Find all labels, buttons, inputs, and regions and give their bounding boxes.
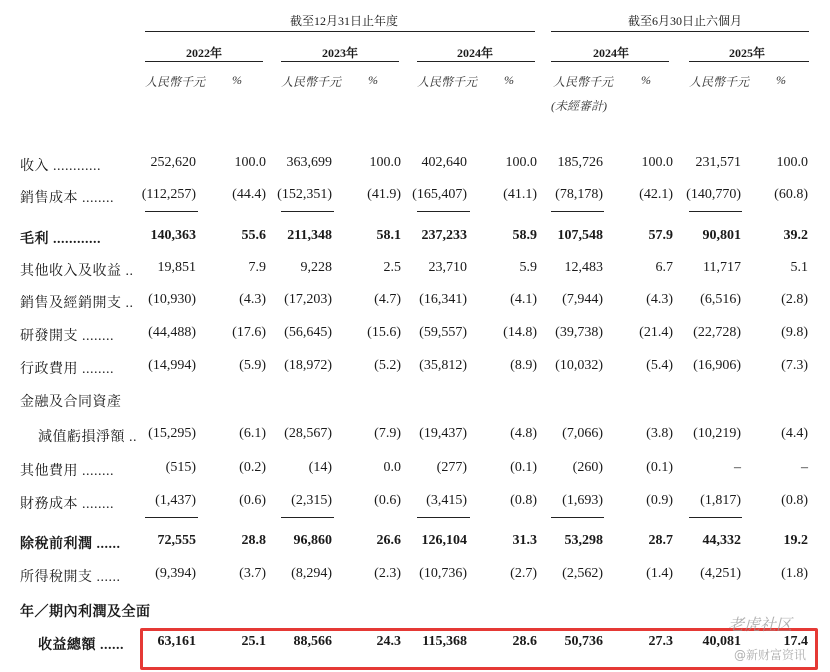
cell-percent: (5.2) — [374, 358, 401, 373]
cell-percent: (2.3) — [374, 566, 401, 581]
row-label-leader-dots: ........ — [82, 464, 114, 479]
cell-percent: 27.3 — [648, 634, 673, 649]
cell-percent: 55.6 — [241, 228, 266, 243]
cell-percent: (0.1) — [646, 460, 673, 475]
subtotal-rule — [145, 517, 198, 518]
unit-pct-4: % — [641, 73, 651, 87]
cell-percent: 100.0 — [505, 155, 537, 170]
cell-amount: 63,161 — [157, 634, 196, 649]
cell-amount: 185,726 — [557, 155, 603, 170]
cell-amount: (35,812) — [419, 358, 467, 373]
cell-percent: (2.7) — [510, 566, 537, 581]
cell-percent: (14.8) — [503, 325, 537, 340]
cell-percent: 0.0 — [383, 460, 401, 475]
cell-amount: (15,295) — [148, 426, 196, 441]
year-divider-2 — [281, 61, 399, 62]
row-label-text: 財務成本 — [20, 497, 78, 512]
unit-pct-2: % — [368, 73, 378, 87]
header-group-six-months: 截至6月30日止六個月 — [628, 14, 743, 28]
unit-rmb-4: 人民幣千元 — [553, 75, 614, 89]
cell-amount: (3,415) — [426, 493, 467, 508]
cell-amount: 50,736 — [564, 634, 603, 649]
cell-percent: (7.3) — [781, 358, 808, 373]
row-label — [20, 533, 121, 553]
cell-percent: 28.6 — [512, 634, 537, 649]
cell-amount: 44,332 — [702, 533, 741, 548]
subtotal-rule — [417, 211, 470, 212]
cell-percent: (4.8) — [510, 426, 537, 441]
cell-amount: (14) — [308, 460, 332, 475]
row-label-leader-dots: ........ — [82, 191, 114, 206]
cell-percent: 39.2 — [783, 228, 808, 243]
cell-percent: (15.6) — [367, 325, 401, 340]
cell-amount: (17,203) — [284, 292, 332, 307]
subtotal-rule — [145, 211, 198, 212]
cell-percent: 100.0 — [776, 155, 808, 170]
cell-percent: 25.1 — [241, 634, 266, 649]
cell-amount: (152,351) — [277, 187, 332, 202]
row-label-leader-dots: ...... — [100, 638, 124, 653]
cell-amount: 107,548 — [557, 228, 603, 243]
cell-amount: (7,944) — [562, 292, 603, 307]
cell-amount: (2,562) — [562, 566, 603, 581]
cell-percent: (0.6) — [239, 493, 266, 508]
cell-percent: (4.3) — [646, 292, 673, 307]
cell-amount: – — [734, 460, 741, 475]
row-label-text: 銷售成本 — [20, 191, 78, 206]
cell-percent: (0.2) — [239, 460, 266, 475]
cell-amount: 88,566 — [293, 634, 332, 649]
row-label-leader-dots: ............ — [53, 232, 101, 247]
watermark-logo-text: 老虎社区 — [728, 615, 793, 634]
cell-percent: 57.9 — [648, 228, 673, 243]
cell-percent: 19.2 — [783, 533, 808, 548]
unit-rmb-2: 人民幣千元 — [281, 75, 342, 89]
subtotal-rule — [551, 517, 604, 518]
cell-amount: 402,640 — [421, 155, 467, 170]
cell-amount: (10,219) — [693, 426, 741, 441]
unit-rmb-1: 人民幣千元 — [145, 75, 206, 89]
cell-amount: (59,557) — [419, 325, 467, 340]
cell-amount: (44,488) — [148, 325, 196, 340]
cell-percent: (41.1) — [503, 187, 537, 202]
cell-percent: 100.0 — [369, 155, 401, 170]
cell-amount: 23,710 — [428, 260, 467, 275]
cell-amount: (2,315) — [291, 493, 332, 508]
row-label — [20, 358, 114, 378]
row-label-leader-dots: ........ — [82, 329, 114, 344]
cell-percent: 28.8 — [241, 533, 266, 548]
row-label-text: 金融及合同資產 — [20, 395, 122, 410]
cell-amount: (28,567) — [284, 426, 332, 441]
subtotal-rule — [689, 211, 742, 212]
cell-percent: 5.1 — [790, 260, 808, 275]
cell-percent: (0.8) — [781, 493, 808, 508]
cell-amount: 72,555 — [157, 533, 196, 548]
cell-percent: 6.7 — [655, 260, 673, 275]
year-divider-3 — [417, 61, 535, 62]
cell-amount: (6,516) — [700, 292, 741, 307]
cell-amount: (1,693) — [562, 493, 603, 508]
cell-percent: 100.0 — [641, 155, 673, 170]
row-label-leader-dots: ........ — [82, 362, 114, 377]
row-label-leader-dots: ...... — [96, 537, 121, 552]
cell-amount: 19,851 — [157, 260, 196, 275]
row-label-leader-dots: ............ — [53, 159, 101, 174]
row-label-leader-dots: ...... — [96, 570, 121, 585]
subtotal-rule — [689, 517, 742, 518]
cell-amount: (56,645) — [284, 325, 332, 340]
row-label-text: 行政費用 — [20, 362, 78, 377]
cell-amount: (1,817) — [700, 493, 741, 508]
cell-percent: (1.4) — [646, 566, 673, 581]
row-label — [20, 493, 114, 513]
cell-percent: (9.8) — [781, 325, 808, 340]
row-label-leader-dots: .. — [129, 430, 137, 445]
cell-amount: (515) — [165, 460, 196, 475]
header-group-fiscal-year: 截至12月31日止年度 — [290, 14, 399, 28]
cell-percent: (17.6) — [232, 325, 266, 340]
unit-pct-3: % — [504, 73, 514, 87]
cell-amount: (16,341) — [419, 292, 467, 307]
cell-percent: 2.5 — [383, 260, 401, 275]
cell-percent: (60.8) — [774, 187, 808, 202]
cell-amount: (9,394) — [155, 566, 196, 581]
cell-amount: 11,717 — [703, 260, 741, 275]
subtotal-rule — [281, 211, 334, 212]
row-label — [20, 155, 101, 175]
year-header-2024: 2024年 — [457, 46, 494, 60]
cell-amount: (16,906) — [693, 358, 741, 373]
cell-amount: 90,801 — [702, 228, 741, 243]
row-label — [20, 460, 114, 480]
cell-percent: (41.9) — [367, 187, 401, 202]
cell-percent: 24.3 — [376, 634, 401, 649]
row-label — [20, 260, 134, 280]
cell-percent: (44.4) — [232, 187, 266, 202]
row-label — [20, 187, 114, 207]
cell-amount: (165,407) — [412, 187, 467, 202]
year-header-2022: 2022年 — [186, 46, 223, 60]
cell-percent: 58.9 — [512, 228, 537, 243]
cell-percent: (8.9) — [510, 358, 537, 373]
unit-pct-5: % — [776, 73, 786, 87]
cell-percent: (1.8) — [781, 566, 808, 581]
cell-percent: (4.7) — [374, 292, 401, 307]
cell-amount: (22,728) — [693, 325, 741, 340]
cell-amount: 53,298 — [564, 533, 603, 548]
cell-amount: 252,620 — [150, 155, 196, 170]
cell-amount: (19,437) — [419, 426, 467, 441]
cell-amount: 140,363 — [150, 228, 196, 243]
cell-amount: 96,860 — [293, 533, 332, 548]
cell-amount: 126,104 — [421, 533, 467, 548]
cell-percent: (4.1) — [510, 292, 537, 307]
row-label-text: 除稅前利潤 — [20, 537, 93, 552]
cell-percent: (0.9) — [646, 493, 673, 508]
header-divider-fy — [145, 31, 535, 32]
year-header-2023: 2023年 — [322, 46, 359, 60]
cell-amount: (8,294) — [291, 566, 332, 581]
row-label — [20, 601, 151, 621]
row-label — [20, 566, 121, 586]
row-label-text: 收入 — [20, 159, 49, 174]
cell-percent: (3.7) — [239, 566, 266, 581]
cell-percent: 31.3 — [512, 533, 537, 548]
row-label-leader-dots: .. — [125, 296, 134, 311]
cell-amount: (18,972) — [284, 358, 332, 373]
cell-percent: (0.6) — [374, 493, 401, 508]
cell-amount: (4,251) — [700, 566, 741, 581]
cell-percent: 100.0 — [234, 155, 266, 170]
cell-percent: 26.6 — [376, 533, 401, 548]
cell-percent: 28.7 — [648, 533, 673, 548]
cell-percent: (21.4) — [639, 325, 673, 340]
row-label-text: 所得稅開支 — [20, 570, 93, 585]
row-label — [20, 325, 114, 345]
year-header-2024-h1: 2024年 — [593, 46, 630, 60]
row-label — [38, 634, 124, 654]
row-label-text: 其他收入及收益 — [20, 264, 122, 279]
row-label-text: 其他費用 — [20, 464, 78, 479]
cell-amount: (112,257) — [141, 187, 196, 202]
highlight-box-total-comprehensive-income — [140, 628, 818, 670]
cell-amount: (260) — [572, 460, 603, 475]
cell-percent: (42.1) — [639, 187, 673, 202]
cell-amount: 12,483 — [564, 260, 603, 275]
row-label — [20, 292, 134, 312]
row-label — [38, 426, 137, 446]
row-label-text: 減值虧損淨額 — [38, 430, 125, 445]
cell-amount: (277) — [436, 460, 467, 475]
cell-amount: 363,699 — [286, 155, 332, 170]
cell-amount: (39,738) — [555, 325, 603, 340]
cell-percent: 58.1 — [376, 228, 401, 243]
subtotal-rule — [281, 517, 334, 518]
row-label-leader-dots: ........ — [82, 497, 114, 512]
header-divider-h1 — [551, 31, 809, 32]
watermark-handle: @新财富资讯 — [734, 648, 807, 662]
row-label-leader-dots: .. — [125, 264, 134, 279]
cell-amount: (1,437) — [155, 493, 196, 508]
cell-percent: (0.1) — [510, 460, 537, 475]
year-divider-4 — [551, 61, 669, 62]
cell-amount: 40,081 — [702, 634, 741, 649]
cell-amount: (14,994) — [148, 358, 196, 373]
cell-amount: (78,178) — [555, 187, 603, 202]
cell-percent: (5.9) — [239, 358, 266, 373]
cell-amount: 211,348 — [287, 228, 332, 243]
row-label-text: 收益總額 — [38, 638, 96, 653]
cell-percent: (2.8) — [781, 292, 808, 307]
cell-percent: – — [801, 460, 808, 475]
cell-percent: (5.4) — [646, 358, 673, 373]
year-divider-1 — [145, 61, 263, 62]
row-label — [20, 391, 122, 411]
cell-amount: (10,930) — [148, 292, 196, 307]
subtotal-rule — [551, 211, 604, 212]
cell-amount: (7,066) — [562, 426, 603, 441]
cell-percent: (7.9) — [374, 426, 401, 441]
row-label-text: 銷售及經銷開支 — [20, 296, 122, 311]
cell-amount: (140,770) — [686, 187, 741, 202]
cell-amount: 115,368 — [422, 634, 467, 649]
row-label — [20, 228, 101, 248]
cell-amount: 237,233 — [421, 228, 467, 243]
subtotal-rule — [417, 517, 470, 518]
unit-rmb-3: 人民幣千元 — [417, 75, 478, 89]
cell-percent: 17.4 — [783, 634, 808, 649]
cell-amount: (10,736) — [419, 566, 467, 581]
cell-percent: (4.3) — [239, 292, 266, 307]
year-divider-5 — [689, 61, 809, 62]
unit-unaudited: (未經審計) — [551, 99, 607, 113]
row-label-text: 研發開支 — [20, 329, 78, 344]
cell-percent: (4.4) — [781, 426, 808, 441]
unit-pct-1: % — [232, 73, 242, 87]
unit-rmb-5: 人民幣千元 — [689, 75, 750, 89]
cell-percent: 5.9 — [519, 260, 537, 275]
cell-percent: (0.8) — [510, 493, 537, 508]
cell-amount: (10,032) — [555, 358, 603, 373]
cell-amount: 231,571 — [695, 155, 741, 170]
row-label-text: 年／期內利潤及全面 — [20, 605, 151, 620]
cell-amount: 9,228 — [300, 260, 332, 275]
year-header-2025-h1: 2025年 — [729, 46, 766, 60]
row-label-text: 毛利 — [20, 232, 49, 247]
cell-percent: (6.1) — [239, 426, 266, 441]
cell-percent: (3.8) — [646, 426, 673, 441]
cell-percent: 7.9 — [248, 260, 266, 275]
